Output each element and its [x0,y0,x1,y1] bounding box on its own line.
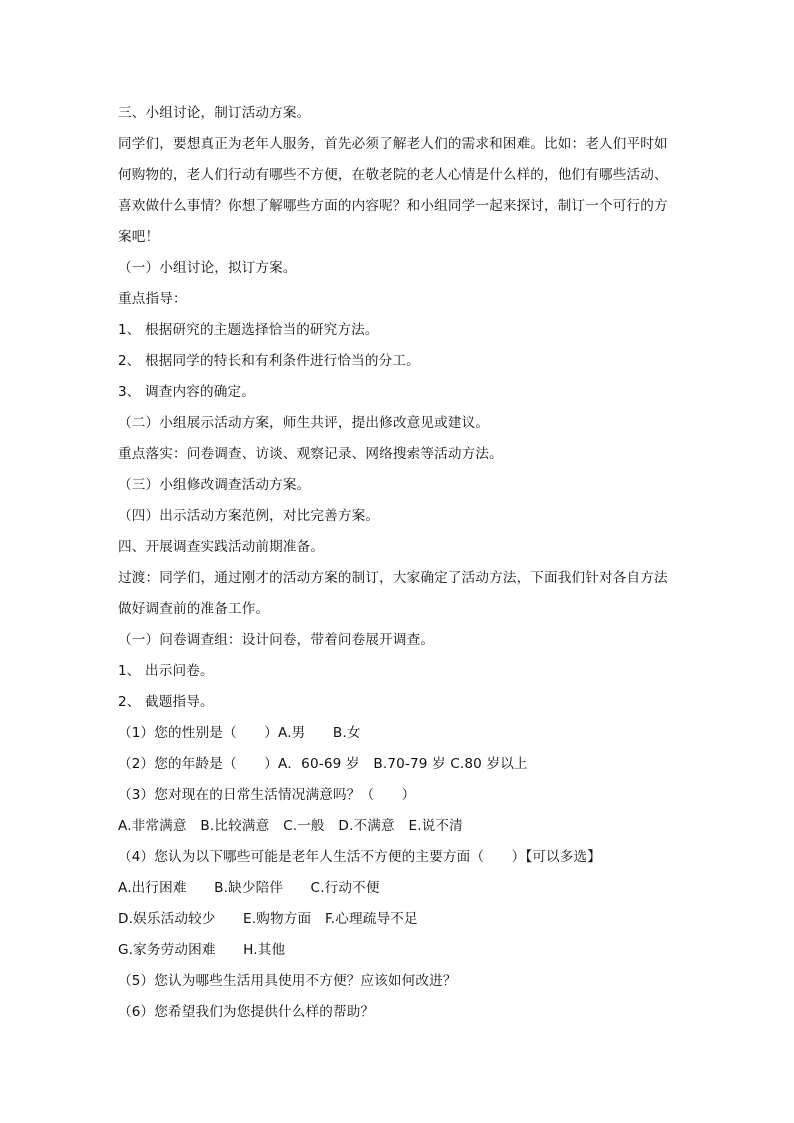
section-heading: 四、开展调查实践活动前期准备。 [118,539,325,555]
answer-options: G.家务劳动困难 H.其他 [118,942,286,958]
subsection-heading: （一）问卷调查组：设计问卷，带着问卷展开调查。 [118,632,435,648]
question-line: （2）您的年龄是（ ）A．60-69 岁 B.70-79 岁 C.80 岁以上 [118,756,528,772]
paragraph-line: 喜欢做什么事情？你想了解哪些方面的内容呢？和小组同学一起来探讨，制订一个可行的方 [118,198,668,214]
question-line: （3）您对现在的日常生活情况满意吗？（ ） [118,787,416,803]
paragraph-line: 过渡：同学们，通过刚才的活动方案的制订，大家确定了活动方法，下面我们针对各自方法 [118,570,668,586]
answer-options: D.娱乐活动较少 E.购物方面 F.心理疏导不足 [118,911,418,927]
section-heading: 三、小组讨论，制订活动方案。 [118,105,311,121]
paragraph-line: 案吧！ [118,229,160,245]
question-line: （1）您的性别是（ ）A.男 B.女 [118,725,361,741]
paragraph-line: 重点指导： [118,291,187,307]
subsection-heading: （二）小组展示活动方案，师生共评，提出修改意见或建议。 [118,415,490,431]
list-item: 1、 根据研究的主题选择恰当的研究方法。 [118,322,379,338]
paragraph-line: 做好调查前的准备工作。 [118,601,270,617]
list-item: 3、 调查内容的确定。 [118,384,255,400]
paragraph-line: 同学们，要想真正为老年人服务，首先必须了解老人们的需求和困难。比如：老人们平时如 [118,136,668,152]
paragraph-line: 何购物的，老人们行动有哪些不方便，在敬老院的老人心情是什么样的，他们有哪些活动、 [118,167,668,183]
question-line: （5）您认为哪些生活用具使用不方便？应该如何改进？ [118,973,457,989]
subsection-heading: （一）小组讨论，拟订方案。 [118,260,297,276]
subsection-heading: （四）出示活动方案范例，对比完善方案。 [118,508,380,524]
question-line: （6）您希望我们为您提供什么样的帮助？ [118,1004,375,1020]
list-item: 2、 截题指导。 [118,694,214,710]
paragraph-line: 重点落实：问卷调查、访谈、观察记录、网络搜索等活动方法。 [118,446,503,462]
subsection-heading: （三）小组修改调查活动方案。 [118,477,311,493]
answer-options: A.非常满意 B.比较满意 C.一般 D.不满意 E.说不清 [118,818,463,834]
answer-options: A.出行困难 B.缺少陪伴 C.行动不便 [118,880,380,896]
list-item: 2、 根据同学的特长和有利条件进行恰当的分工。 [118,353,420,369]
question-line: （4）您认为以下哪些可能是老年人生活不方便的主要方面（ ）【可以多选】 [118,849,602,865]
list-item: 1、 出示问卷。 [118,663,214,679]
document-page [118,98,684,1028]
